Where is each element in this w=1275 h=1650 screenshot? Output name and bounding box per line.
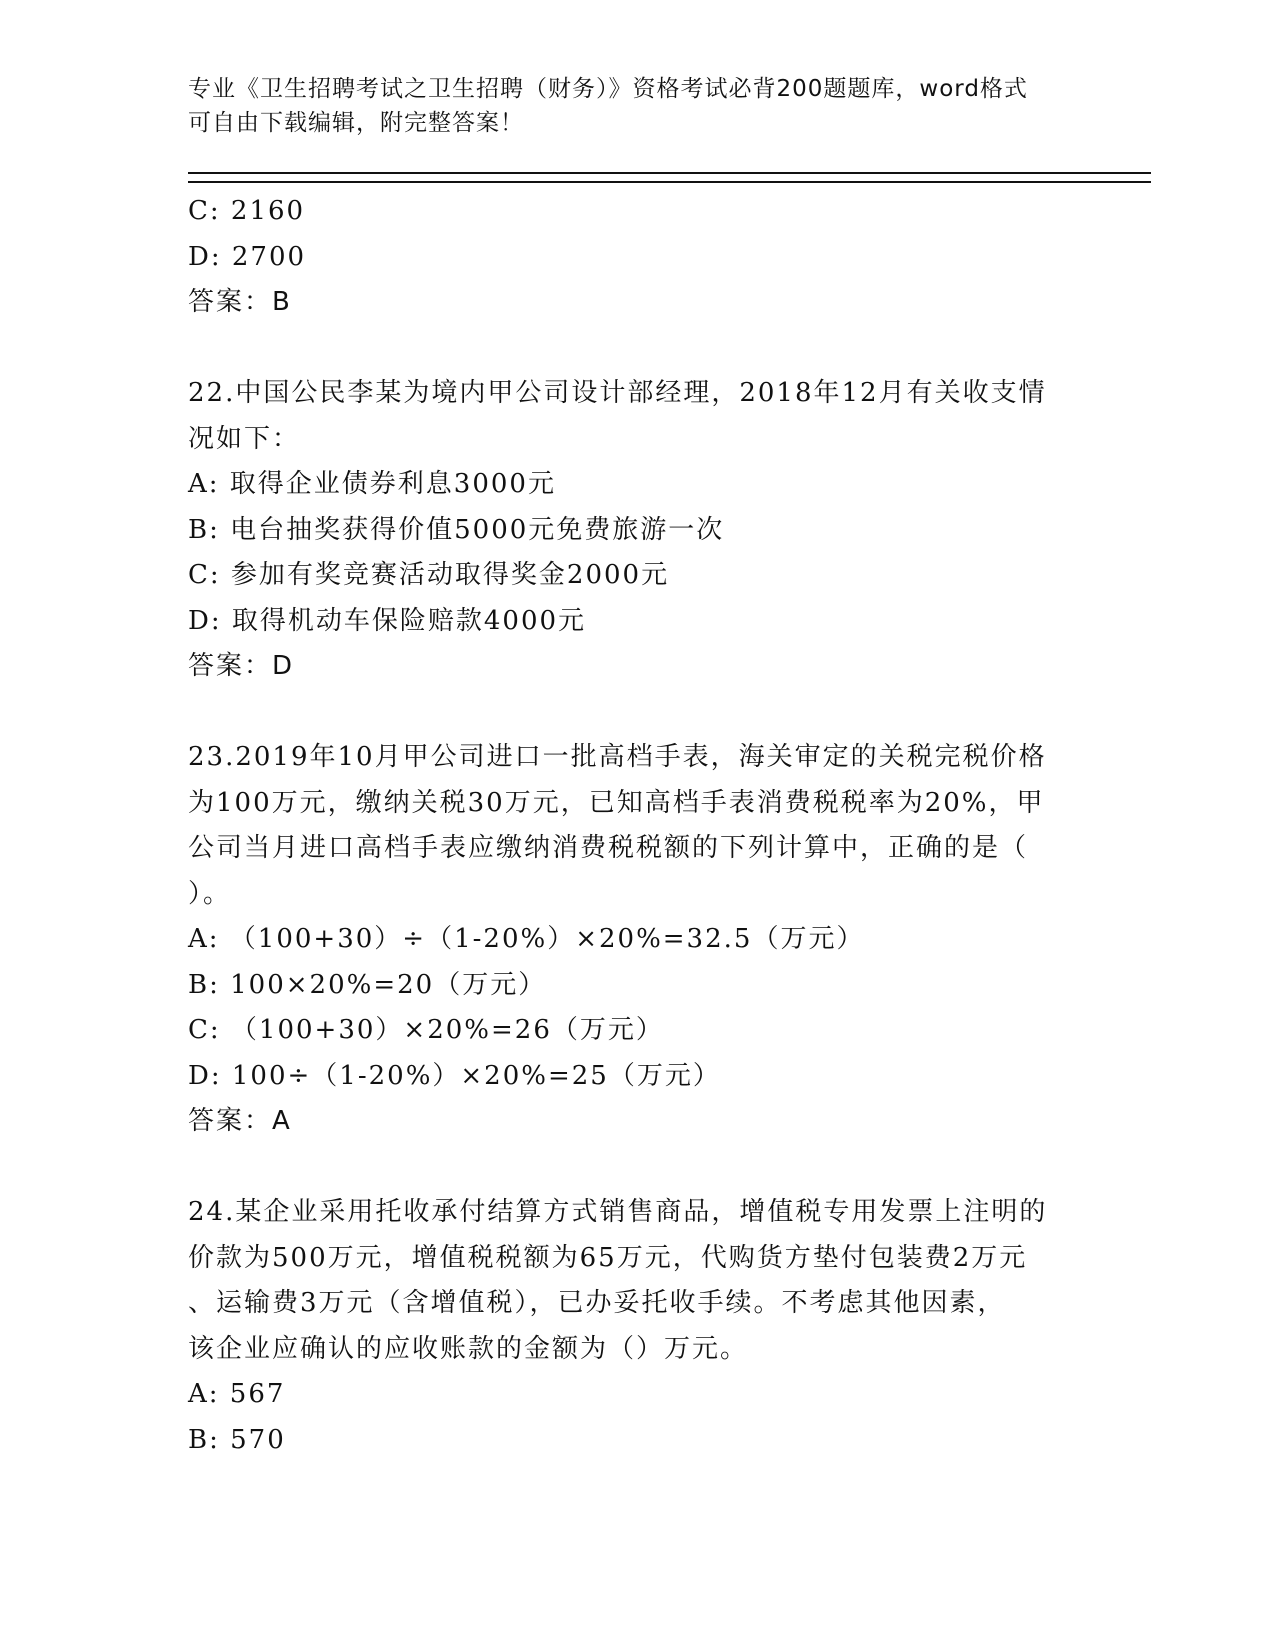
option-a: A: 567 — [188, 1379, 286, 1409]
option-b: B: 570 — [188, 1424, 286, 1455]
option-b: B: 100×20%=20（万元） — [188, 969, 547, 1000]
question-stem: ）。 — [188, 878, 232, 909]
question-stem: 价款为500万元，增值税税额为65万元，代购货方垫付包装费2万元 — [188, 1242, 1028, 1273]
option-d: D: 取得机动车保险赔款4000元 — [188, 605, 587, 636]
question-stem: 24.某企业采用托收承付结算方式销售商品，增值税专用发票上注明的 — [188, 1197, 1048, 1227]
header-title-line-1: 专业《卫生招聘考试之卫生招聘（财务）》资格考试必背200题题库，word格式 — [188, 76, 1028, 102]
question-stem: 、运输费3万元（含增值税），已办妥托收手续。不考虑其他因素， — [188, 1288, 1006, 1318]
document-header — [188, 72, 1088, 140]
answer-line: 答案：D — [188, 651, 295, 681]
option-c: C: 2160 — [188, 196, 306, 226]
option-a: A: 取得企业债券利息3000元 — [188, 469, 556, 499]
option-c: C: （100+30）×20%=26（万元） — [188, 1015, 664, 1045]
question-stem: 公司当月进口高档手表应缴纳消费税税额的下列计算中，正确的是（ — [188, 833, 1029, 863]
spacer — [188, 1145, 1088, 1191]
answer-line: 答案：A — [188, 1106, 292, 1136]
header-divider-top — [188, 172, 1151, 174]
question-stem: 为100万元，缴纳关税30万元，已知高档手表消费税税率为20%，甲 — [188, 787, 1045, 818]
option-b: B: 电台抽奖获得价值5000元免费旅游一次 — [188, 514, 725, 545]
spacer — [188, 690, 1088, 736]
question-24 — [188, 1190, 1088, 1463]
question-list — [188, 189, 1088, 1463]
answer-line: 答案：B — [188, 287, 292, 317]
option-d: D: 100÷（1-20%）×20%=25（万元） — [188, 1060, 721, 1091]
spacer — [188, 326, 1088, 372]
question-stem: 况如下： — [188, 423, 301, 454]
option-a: A: （100+30）÷（1-20%）×20%=32.5（万元） — [188, 924, 865, 954]
question-stem: 该企业应确认的应收账款的金额为（）万元。 — [188, 1333, 749, 1364]
question-21-tail — [188, 189, 1088, 326]
question-22 — [188, 371, 1088, 690]
option-d: D: 2700 — [188, 241, 307, 272]
option-c: C: 参加有奖竞赛活动取得奖金2000元 — [188, 560, 670, 590]
question-stem: 23.2019年10月甲公司进口一批高档手表，海关审定的关税完税价格 — [188, 742, 1047, 772]
header-divider-bottom — [188, 181, 1151, 183]
header-title-line-2: 可自由下载编辑，附完整答案！ — [188, 110, 524, 136]
question-stem: 22.中国公民李某为境内甲公司设计部经理，2018年12月有关收支情 — [188, 378, 1047, 408]
question-23 — [188, 735, 1088, 1145]
